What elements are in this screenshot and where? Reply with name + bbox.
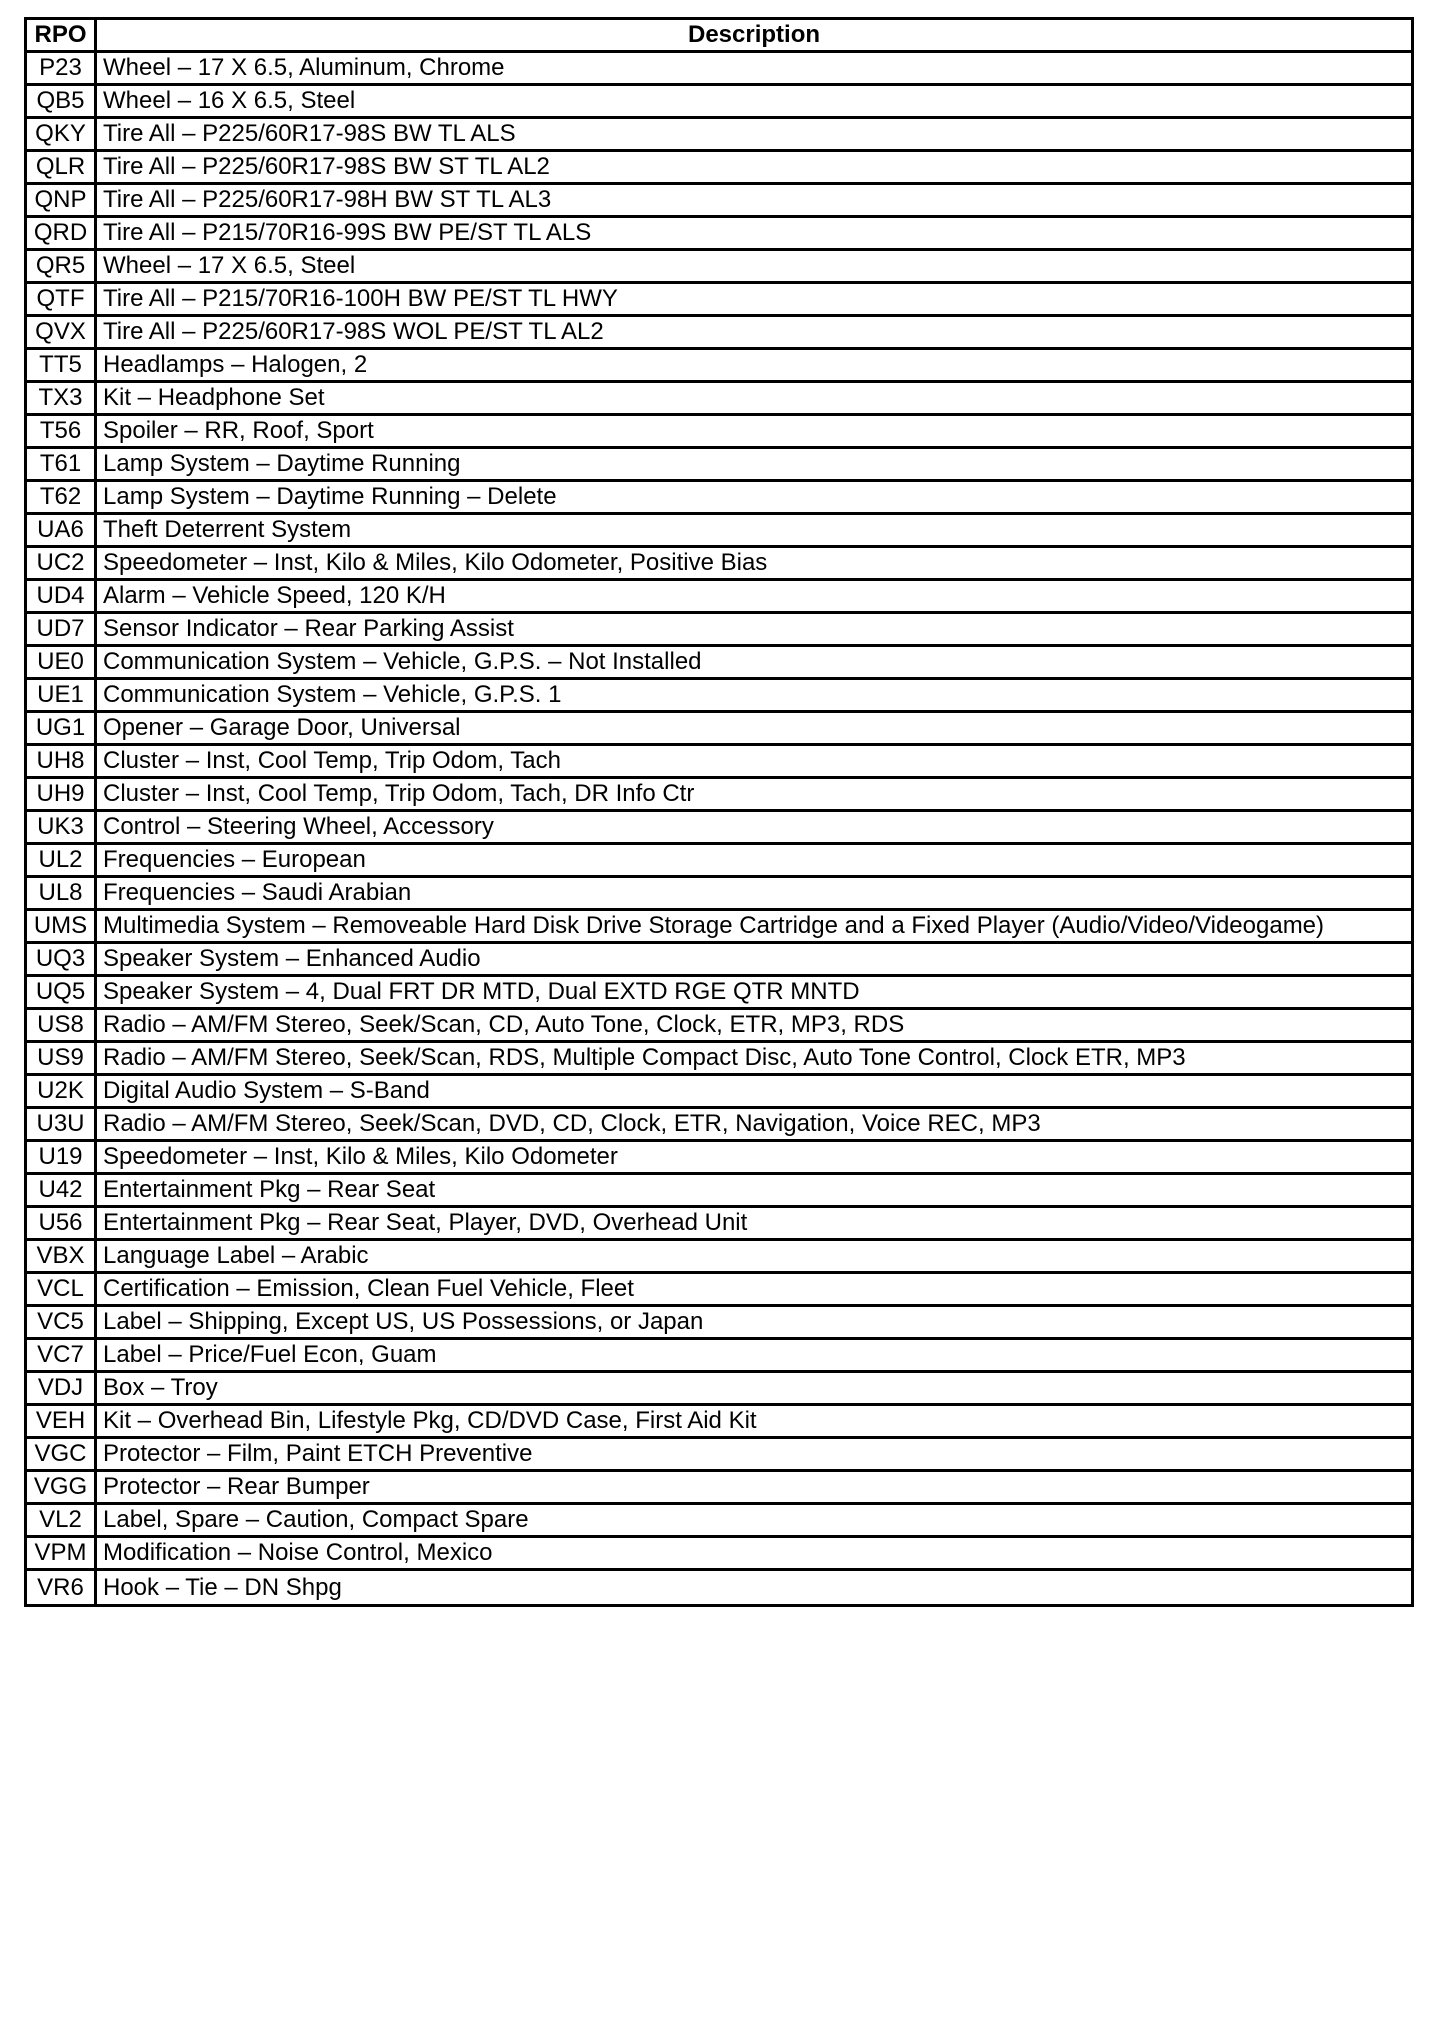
rpo-code-cell: VDJ bbox=[27, 1373, 97, 1406]
rpo-code-cell: VGC bbox=[27, 1439, 97, 1472]
table-row bbox=[27, 581, 1411, 614]
description-cell: Speaker System – 4, Dual FRT DR MTD, Dual EXTD RGE QTR MNTD bbox=[97, 977, 1411, 1010]
description-cell: Multimedia System – Removeable Hard Disk Drive Storage Cartridge and a Fixed Player (Audio/Video/Videogame) bbox=[97, 911, 1411, 944]
rpo-code-cell: UMS bbox=[27, 911, 97, 944]
rpo-code-cell: QNP bbox=[27, 185, 97, 218]
description-cell: Tire All – P225/60R17-98H BW ST TL AL3 bbox=[97, 185, 1411, 218]
rpo-code-cell: UC2 bbox=[27, 548, 97, 581]
rpo-code-cell: UE1 bbox=[27, 680, 97, 713]
rpo-code-cell: U56 bbox=[27, 1208, 97, 1241]
rpo-code-cell: UL8 bbox=[27, 878, 97, 911]
rpo-code-cell: US9 bbox=[27, 1043, 97, 1076]
table-row bbox=[27, 1208, 1411, 1241]
rpo-code-cell: QR5 bbox=[27, 251, 97, 284]
rpo-code-cell: UD4 bbox=[27, 581, 97, 614]
description-cell: Protector – Rear Bumper bbox=[97, 1472, 1411, 1505]
description-cell: Radio – AM/FM Stereo, Seek/Scan, CD, Auto Tone, Clock, ETR, MP3, RDS bbox=[97, 1010, 1411, 1043]
description-cell: Sensor Indicator – Rear Parking Assist bbox=[97, 614, 1411, 647]
rpo-code-cell: T61 bbox=[27, 449, 97, 482]
table-row bbox=[27, 53, 1411, 86]
description-cell: Radio – AM/FM Stereo, Seek/Scan, RDS, Multiple Compact Disc, Auto Tone Control, Clock ETR, MP3 bbox=[97, 1043, 1411, 1076]
table-row bbox=[27, 911, 1411, 944]
rpo-code-cell: QB5 bbox=[27, 86, 97, 119]
description-cell: Modification – Noise Control, Mexico bbox=[97, 1538, 1411, 1571]
rpo-code-cell: VBX bbox=[27, 1241, 97, 1274]
description-cell: Theft Deterrent System bbox=[97, 515, 1411, 548]
table-row bbox=[27, 119, 1411, 152]
rpo-code-cell: QVX bbox=[27, 317, 97, 350]
rpo-code-cell: U19 bbox=[27, 1142, 97, 1175]
table-row bbox=[27, 944, 1411, 977]
table-row bbox=[27, 416, 1411, 449]
rpo-code-cell: UD7 bbox=[27, 614, 97, 647]
table-row bbox=[27, 1373, 1411, 1406]
table-header-row bbox=[27, 20, 1411, 53]
description-cell: Protector – Film, Paint ETCH Preventive bbox=[97, 1439, 1411, 1472]
rpo-code-cell: U3U bbox=[27, 1109, 97, 1142]
description-cell: Radio – AM/FM Stereo, Seek/Scan, DVD, CD, Clock, ETR, Navigation, Voice REC, MP3 bbox=[97, 1109, 1411, 1142]
description-cell: Label – Shipping, Except US, US Possessions, or Japan bbox=[97, 1307, 1411, 1340]
rpo-code-cell: UL2 bbox=[27, 845, 97, 878]
description-cell: Wheel – 16 X 6.5, Steel bbox=[97, 86, 1411, 119]
description-cell: Lamp System – Daytime Running bbox=[97, 449, 1411, 482]
table-row bbox=[27, 251, 1411, 284]
description-cell: Language Label – Arabic bbox=[97, 1241, 1411, 1274]
description-cell: Box – Troy bbox=[97, 1373, 1411, 1406]
description-cell: Label, Spare – Caution, Compact Spare bbox=[97, 1505, 1411, 1538]
table-row bbox=[27, 185, 1411, 218]
table-row bbox=[27, 1307, 1411, 1340]
rpo-code-cell: UG1 bbox=[27, 713, 97, 746]
description-cell: Frequencies – European bbox=[97, 845, 1411, 878]
table-row bbox=[27, 1505, 1411, 1538]
table-row bbox=[27, 1274, 1411, 1307]
table-row bbox=[27, 383, 1411, 416]
rpo-code-cell: VC5 bbox=[27, 1307, 97, 1340]
description-cell: Entertainment Pkg – Rear Seat, Player, DVD, Overhead Unit bbox=[97, 1208, 1411, 1241]
table-row bbox=[27, 1571, 1411, 1604]
table-row bbox=[27, 1043, 1411, 1076]
table-row bbox=[27, 284, 1411, 317]
rpo-code-cell: UA6 bbox=[27, 515, 97, 548]
description-cell: Speedometer – Inst, Kilo & Miles, Kilo Odometer bbox=[97, 1142, 1411, 1175]
rpo-code-cell: T56 bbox=[27, 416, 97, 449]
table-row bbox=[27, 713, 1411, 746]
description-cell: Label – Price/Fuel Econ, Guam bbox=[97, 1340, 1411, 1373]
rpo-code-cell: VR6 bbox=[27, 1571, 97, 1604]
description-cell: Kit – Overhead Bin, Lifestyle Pkg, CD/DVD Case, First Aid Kit bbox=[97, 1406, 1411, 1439]
rpo-code-cell: VL2 bbox=[27, 1505, 97, 1538]
description-cell: Alarm – Vehicle Speed, 120 K/H bbox=[97, 581, 1411, 614]
table-row bbox=[27, 812, 1411, 845]
description-cell: Opener – Garage Door, Universal bbox=[97, 713, 1411, 746]
rpo-code-cell: U2K bbox=[27, 1076, 97, 1109]
description-cell: Headlamps – Halogen, 2 bbox=[97, 350, 1411, 383]
rpo-code-cell: QKY bbox=[27, 119, 97, 152]
rpo-code-cell: TT5 bbox=[27, 350, 97, 383]
description-cell: Wheel – 17 X 6.5, Steel bbox=[97, 251, 1411, 284]
table-row bbox=[27, 1406, 1411, 1439]
description-cell: Spoiler – RR, Roof, Sport bbox=[97, 416, 1411, 449]
description-cell: Hook – Tie – DN Shpg bbox=[103, 1573, 342, 1601]
rpo-code-cell: UH8 bbox=[27, 746, 97, 779]
table-row bbox=[27, 152, 1411, 185]
table-row bbox=[27, 548, 1411, 581]
table-row bbox=[27, 317, 1411, 350]
rpo-code-cell: UK3 bbox=[27, 812, 97, 845]
table-row bbox=[27, 482, 1411, 515]
description-cell: Certification – Emission, Clean Fuel Vehicle, Fleet bbox=[97, 1274, 1411, 1307]
description-cell: Tire All – P225/60R17-98S BW TL ALS bbox=[97, 119, 1411, 152]
rpo-code-cell: QTF bbox=[27, 284, 97, 317]
description-cell: Kit – Headphone Set bbox=[97, 383, 1411, 416]
description-cell: Control – Steering Wheel, Accessory bbox=[97, 812, 1411, 845]
table-row bbox=[27, 1472, 1411, 1505]
table-row bbox=[27, 878, 1411, 911]
description-cell: Communication System – Vehicle, G.P.S. – Not Installed bbox=[97, 647, 1411, 680]
rpo-code-cell: QLR bbox=[27, 152, 97, 185]
rpo-code-cell: US8 bbox=[27, 1010, 97, 1043]
table-row bbox=[27, 449, 1411, 482]
table-row bbox=[27, 1439, 1411, 1472]
table-row bbox=[27, 86, 1411, 119]
description-cell: Speaker System – Enhanced Audio bbox=[97, 944, 1411, 977]
description-cell: Speedometer – Inst, Kilo & Miles, Kilo Odometer, Positive Bias bbox=[97, 548, 1411, 581]
table-row bbox=[27, 680, 1411, 713]
table-row bbox=[27, 1109, 1411, 1142]
description-column-header: Description bbox=[97, 20, 1411, 53]
table-row bbox=[27, 1175, 1411, 1208]
rpo-code-cell: VCL bbox=[27, 1274, 97, 1307]
table-body bbox=[27, 53, 1411, 1604]
rpo-code-cell: VPM bbox=[27, 1538, 97, 1571]
rpo-code-cell: VEH bbox=[27, 1406, 97, 1439]
table-row bbox=[27, 614, 1411, 647]
description-cell: Tire All – P215/70R16-100H BW PE/ST TL HWY bbox=[97, 284, 1411, 317]
rpo-code-cell: P23 bbox=[27, 53, 97, 86]
table-row bbox=[27, 845, 1411, 878]
table-row bbox=[27, 1076, 1411, 1109]
rpo-code-cell: UQ3 bbox=[27, 944, 97, 977]
description-cell: Lamp System – Daytime Running – Delete bbox=[97, 482, 1411, 515]
rpo-code-cell: VC7 bbox=[27, 1340, 97, 1373]
description-cell: Frequencies – Saudi Arabian bbox=[97, 878, 1411, 911]
table-row bbox=[27, 1538, 1411, 1571]
table-row bbox=[27, 1241, 1411, 1274]
description-cell: Digital Audio System – S-Band bbox=[97, 1076, 1411, 1109]
rpo-column-header: RPO bbox=[27, 20, 97, 53]
rpo-code-cell: QRD bbox=[27, 218, 97, 251]
table-row bbox=[27, 1010, 1411, 1043]
table-row bbox=[27, 779, 1411, 812]
table-row bbox=[27, 1340, 1411, 1373]
table-row bbox=[27, 746, 1411, 779]
rpo-code-cell: UQ5 bbox=[27, 977, 97, 1010]
rpo-code-cell: UE0 bbox=[27, 647, 97, 680]
rpo-code-cell: VGG bbox=[27, 1472, 97, 1505]
table-row bbox=[27, 647, 1411, 680]
table-row bbox=[27, 1142, 1411, 1175]
rpo-code-cell: UH9 bbox=[27, 779, 97, 812]
description-cell: Tire All – P225/60R17-98S WOL PE/ST TL AL2 bbox=[97, 317, 1411, 350]
description-cell: Communication System – Vehicle, G.P.S. 1 bbox=[97, 680, 1411, 713]
table-row bbox=[27, 515, 1411, 548]
description-cell: Wheel – 17 X 6.5, Aluminum, Chrome bbox=[97, 53, 1411, 86]
rpo-code-cell: U42 bbox=[27, 1175, 97, 1208]
rpo-code-cell: TX3 bbox=[27, 383, 97, 416]
table-row bbox=[27, 350, 1411, 383]
table-row bbox=[27, 977, 1411, 1010]
table-row bbox=[27, 218, 1411, 251]
description-cell: Cluster – Inst, Cool Temp, Trip Odom, Tach bbox=[97, 746, 1411, 779]
description-cell: Tire All – P225/60R17-98S BW ST TL AL2 bbox=[97, 152, 1411, 185]
description-cell: Entertainment Pkg – Rear Seat bbox=[97, 1175, 1411, 1208]
rpo-code-cell: T62 bbox=[27, 482, 97, 515]
description-cell: Cluster – Inst, Cool Temp, Trip Odom, Tach, DR Info Ctr bbox=[97, 779, 1411, 812]
description-cell: Tire All – P215/70R16-99S BW PE/ST TL ALS bbox=[97, 218, 1411, 251]
rpo-table bbox=[24, 17, 1414, 1607]
